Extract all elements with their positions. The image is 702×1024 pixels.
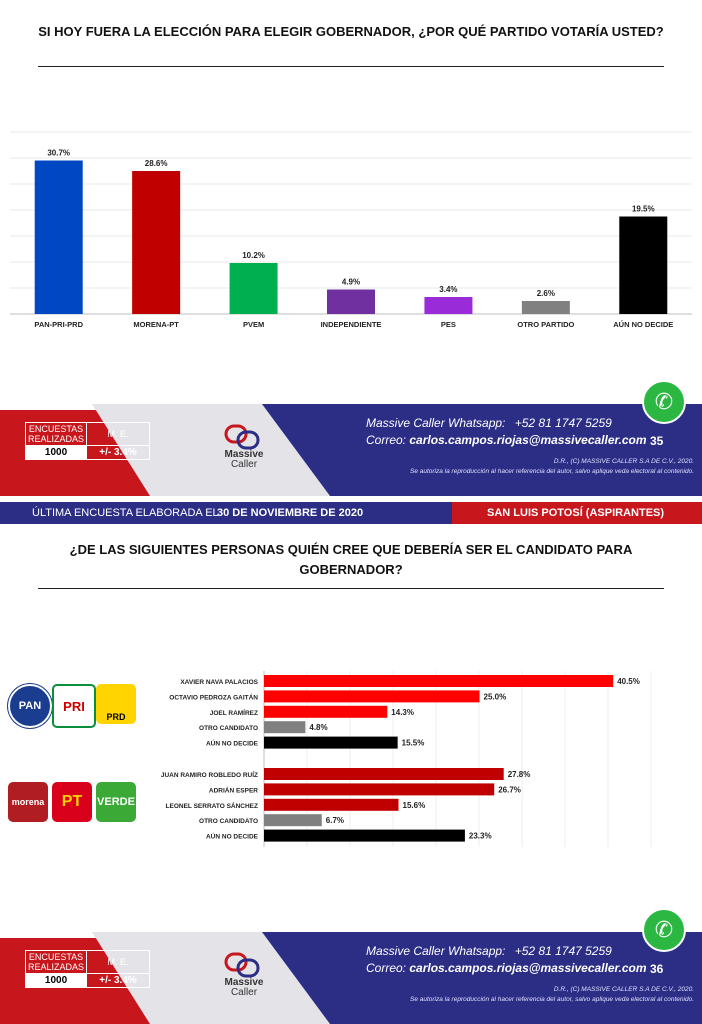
data-label: 40.5% xyxy=(617,677,640,686)
data-label: 2.6% xyxy=(536,289,555,298)
date-banner xyxy=(0,502,702,524)
data-label: 6.7% xyxy=(325,816,345,826)
category-label: PES xyxy=(440,320,456,329)
brand-logo xyxy=(214,422,274,470)
data-label: 23.3% xyxy=(468,831,492,841)
chart2-title: ¿DE LAS SIGUIENTES PERSONAS QUIÉN CREE QUE DEBERÍA SER EL CANDIDATO PARA GOBERNADOR? xyxy=(69,542,633,577)
bar xyxy=(327,290,375,315)
brand-logo xyxy=(214,950,274,998)
pt-logo: PT xyxy=(52,782,92,822)
bar xyxy=(264,768,504,780)
email-label: Correo: xyxy=(366,961,407,975)
banner-region: SAN LUIS POTOSÍ (ASPIRANTES) xyxy=(487,507,665,519)
banner-label: ÚLTIMA ENCUESTA ELABORADA EL xyxy=(32,507,219,519)
bar xyxy=(264,737,398,749)
data-label: 3.4% xyxy=(439,285,458,294)
data-label: 10.2% xyxy=(242,251,265,260)
data-label: 14.3% xyxy=(391,707,414,717)
category-label: OTRO PARTIDO xyxy=(517,320,575,329)
email-line xyxy=(366,961,647,975)
email-address[interactable]: carlos.campos.riojas@massivecaller.com xyxy=(409,433,647,447)
data-label: 26.7% xyxy=(498,785,521,795)
candidate-label: OTRO CANDIDATO xyxy=(199,725,258,733)
morena-logo: morena xyxy=(8,782,48,822)
whatsapp-line xyxy=(366,944,612,958)
encuestas-header: ENCUESTAS REALIZADAS xyxy=(26,951,87,974)
whatsapp-line xyxy=(366,416,612,430)
brand-name-line2: Caller xyxy=(230,987,258,998)
slide-candidate-preference xyxy=(0,496,702,1024)
whatsapp-icon[interactable]: ✆ xyxy=(642,380,686,424)
chat-bubbles-icon xyxy=(214,950,274,978)
page-number: 35 xyxy=(650,434,664,448)
data-label: 30.7% xyxy=(47,148,71,158)
copyright: D.R., (C) MASSIVE CALLER S.A DE C.V., 2020. xyxy=(553,458,694,465)
brand-name-line2: Caller xyxy=(230,459,258,470)
whatsapp-icon[interactable]: ✆ xyxy=(642,908,686,952)
bar xyxy=(264,675,613,687)
category-label: PAN-PRI-PRD xyxy=(34,320,84,329)
candidate-label: ADRIÁN ESPER xyxy=(208,787,258,795)
bar xyxy=(35,161,83,315)
banner-date: 30 DE NOVIEMBRE DE 2020 xyxy=(217,507,364,519)
candidate-label: OCTAVIO PEDROZA GAITÁN xyxy=(169,694,258,702)
category-label: INDEPENDIENTE xyxy=(320,320,382,329)
title-underline xyxy=(38,588,664,589)
me-value: +/- 3.4% xyxy=(87,974,150,988)
legal-notice: Se autoriza la reproducción al hacer referencia del autor, salvo aplique veda electoral al contenido. xyxy=(409,468,694,475)
slide-party-preference xyxy=(0,0,702,496)
category-label: PVEM xyxy=(242,320,265,329)
pri-logo: PRI xyxy=(52,684,96,728)
footer xyxy=(0,932,702,1024)
email-label: Correo: xyxy=(366,433,407,447)
bar xyxy=(619,217,667,315)
me-header: M. E. xyxy=(87,423,150,446)
encuestas-value: 1000 xyxy=(26,446,87,460)
category-label: AÚN NO DECIDE xyxy=(613,320,674,329)
data-label: 15.6% xyxy=(402,800,426,810)
data-label: 4.9% xyxy=(341,277,361,287)
pan-logo: PAN xyxy=(8,684,52,728)
bar xyxy=(424,297,472,314)
data-label: 19.5% xyxy=(631,204,655,214)
me-value: +/- 3.4% xyxy=(87,446,150,460)
bar xyxy=(264,721,305,733)
party-vote-bar-chart xyxy=(0,128,702,348)
sample-info-table xyxy=(25,950,150,988)
candidate-label: AÚN NO DECIDE xyxy=(205,833,258,841)
candidate-bar-chart xyxy=(130,671,690,851)
data-label: 28.6% xyxy=(144,159,168,168)
email-line xyxy=(366,433,647,447)
bar xyxy=(264,690,480,702)
candidate-label: JUAN RAMIRO ROBLEDO RUÍZ xyxy=(160,772,258,779)
sample-info-table xyxy=(25,422,150,460)
data-label: 15.5% xyxy=(401,738,425,748)
candidate-label: AÚN NO DECIDE xyxy=(205,740,258,748)
bar xyxy=(522,301,570,314)
candidate-label: OTRO CANDIDATO xyxy=(199,818,258,826)
bar xyxy=(230,263,278,314)
bar xyxy=(264,814,322,826)
bar xyxy=(264,799,399,811)
prd-logo: PRD xyxy=(96,684,136,724)
footer xyxy=(0,404,702,496)
chart1-title: SI HOY FUERA LA ELECCIÓN PARA ELEGIR GOBERNADOR, ¿POR QUÉ PARTIDO VOTARÍA USTED? xyxy=(38,24,664,39)
category-label: MORENA-PT xyxy=(133,320,179,329)
copyright: D.R., (C) MASSIVE CALLER S.A DE C.V., 2020. xyxy=(553,986,694,993)
data-label: 25.0% xyxy=(483,692,507,702)
me-header: M. E. xyxy=(87,951,150,974)
whatsapp-label: Massive Caller Whatsapp: xyxy=(366,944,506,958)
data-label: 27.8% xyxy=(507,770,531,779)
candidate-label: XAVIER NAVA PALACIOS xyxy=(180,679,258,686)
bar xyxy=(264,706,387,718)
title-underline xyxy=(38,66,664,67)
bar xyxy=(264,783,494,795)
candidate-label: LEONEL SERRATO SÁNCHEZ xyxy=(165,802,258,810)
page-number: 36 xyxy=(650,962,664,976)
candidate-label: JOEL RAMÍREZ xyxy=(209,709,258,717)
chat-bubbles-icon xyxy=(214,422,274,450)
legal-notice: Se autoriza la reproducción al hacer referencia del autor, salvo aplique veda electoral al contenido. xyxy=(409,996,694,1003)
bar xyxy=(132,171,180,314)
encuestas-value: 1000 xyxy=(26,974,87,988)
brand-name-line1: Massive xyxy=(224,977,264,988)
data-label: 4.8% xyxy=(309,723,328,733)
bar xyxy=(264,830,465,842)
whatsapp-number[interactable]: +52 81 1747 5259 xyxy=(514,944,612,958)
whatsapp-label: Massive Caller Whatsapp: xyxy=(366,416,506,430)
encuestas-header: ENCUESTAS REALIZADAS xyxy=(26,423,87,446)
verde-logo: VERDE xyxy=(96,782,136,822)
email-address[interactable]: carlos.campos.riojas@massivecaller.com xyxy=(409,961,647,975)
brand-name-line1: Massive xyxy=(224,449,264,460)
whatsapp-number[interactable]: +52 81 1747 5259 xyxy=(514,416,612,430)
